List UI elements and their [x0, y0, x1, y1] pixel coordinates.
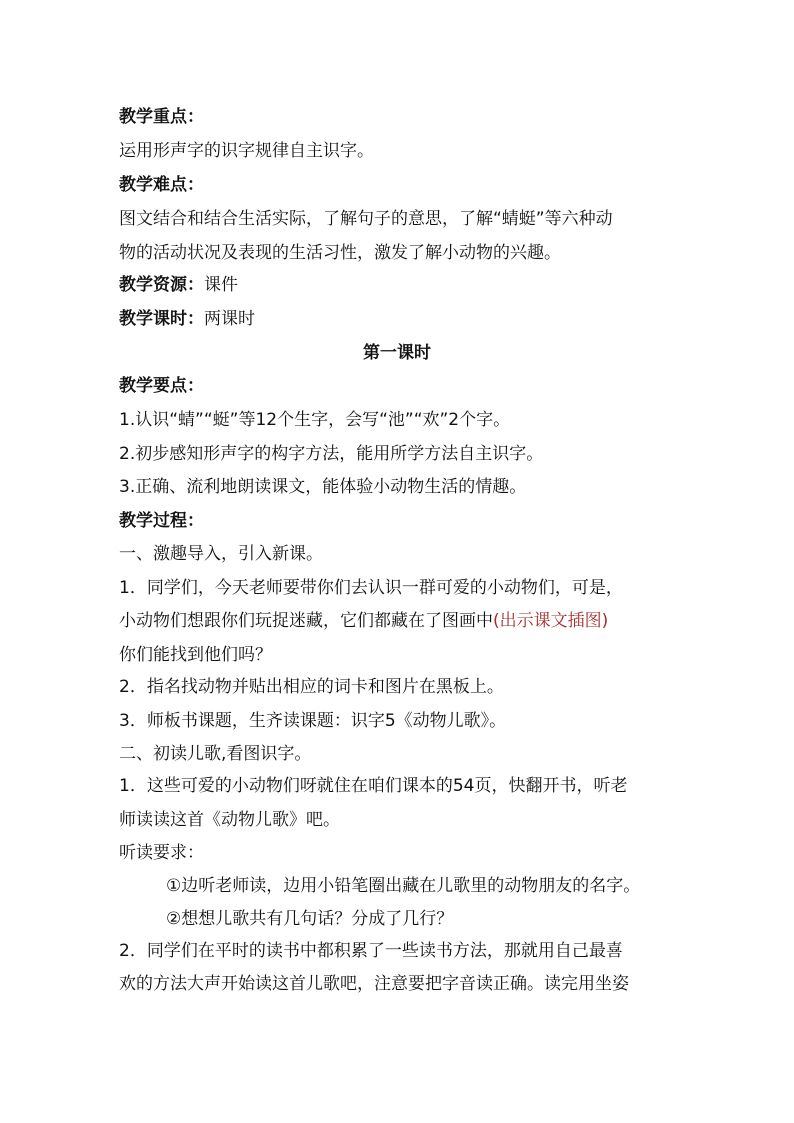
- resources-line: [119, 274, 679, 296]
- text-line: [119, 140, 679, 162]
- text-span: 运用形声字的识字规律自主识字。: [119, 141, 374, 161]
- text-line: [119, 676, 679, 698]
- text-line: [119, 543, 679, 565]
- heading-difficulties: [119, 174, 679, 196]
- text-line: [119, 973, 679, 995]
- heading-label: 教学难点：: [119, 175, 204, 195]
- text-span: 1.认识“蜻”“蜓”等12个生字，会写“池”“欢”2个字。: [119, 410, 511, 430]
- section-title-text: 第一课时: [363, 343, 431, 363]
- heading-main-points: [119, 375, 679, 397]
- text-line: [119, 710, 679, 732]
- text-span: 图文结合和结合生活实际，了解句子的意思，了解“蜻蜓”等六种动: [119, 209, 613, 229]
- heading-label: 教学课时：: [119, 309, 204, 329]
- text-span: ①边听老师读，边用小铅笔圈出藏在儿歌里的动物朋友的名字。: [166, 876, 641, 896]
- text-line: [119, 409, 679, 431]
- heading-process: [119, 510, 679, 532]
- class-hours-line: [119, 308, 679, 330]
- text-span: ②想想儿歌共有几句话？分成了几行？: [166, 909, 454, 929]
- heading-label: 教学要点：: [119, 376, 204, 396]
- text-span: 听读要求：: [119, 843, 204, 863]
- text-span: 1．这些可爱的小动物们呀就住在咱们课本的54页，快翻开书，听老: [119, 776, 628, 796]
- heading-label: 教学过程：: [119, 511, 204, 531]
- text-line: [119, 443, 679, 465]
- text-line: [119, 775, 679, 797]
- text-span: 2．同学们在平时的读书中都积累了一些读书方法，那就用自己最喜: [119, 941, 623, 961]
- text-span: 1．同学们，今天老师要带你们去认识一群可爱的小动物们，可是，: [119, 578, 623, 598]
- text-line: [166, 875, 726, 897]
- value-span: 课件: [204, 275, 238, 295]
- text-span: 2．指名找动物并贴出相应的词卡和图片在黑板上。: [119, 677, 504, 697]
- text-span: 师读读这首《动物儿歌》吧。: [119, 810, 340, 830]
- text-line: [119, 809, 679, 831]
- text-span: 一、激趣导入，引入新课。: [119, 544, 323, 564]
- text-line: [119, 208, 679, 230]
- text-line: [119, 242, 679, 264]
- text-line: [119, 940, 679, 962]
- text-span: 2.初步感知形声字的构字方法，能用所学方法自主识字。: [119, 444, 544, 464]
- text-line: [119, 476, 679, 498]
- text-span: 欢的方法大声开始读这首儿歌吧，注意要把字音读正确。读完用坐姿: [119, 974, 629, 994]
- text-span: 二、初读儿歌,看图识字。: [119, 744, 312, 764]
- text-line: [119, 577, 679, 599]
- text-span: 3．师板书课题，生齐读课题：识字5《动物儿歌》。: [119, 711, 507, 731]
- heading-label: 教学重点：: [119, 107, 204, 127]
- highlight-note: (出示课文插图): [493, 611, 609, 631]
- text-span: 物的活动状况及表现的生活习性，激发了解小动物的兴趣。: [119, 243, 561, 263]
- text-span: 小动物们想跟你们玩捉迷藏，它们都藏在了图画中: [119, 611, 493, 631]
- text-line: [119, 610, 679, 632]
- text-line: [119, 644, 679, 666]
- heading-key-points: [119, 106, 679, 128]
- text-line: [166, 908, 726, 930]
- section-title: [0, 342, 794, 364]
- heading-label: 教学资源：: [119, 275, 204, 295]
- text-span: 你们能找到他们吗？: [119, 645, 272, 665]
- text-line: [119, 743, 679, 765]
- value-span: 两课时: [204, 309, 255, 329]
- text-line: [119, 842, 679, 864]
- text-span: 3.正确、流利地朗读课文，能体验小动物生活的情趣。: [119, 477, 527, 497]
